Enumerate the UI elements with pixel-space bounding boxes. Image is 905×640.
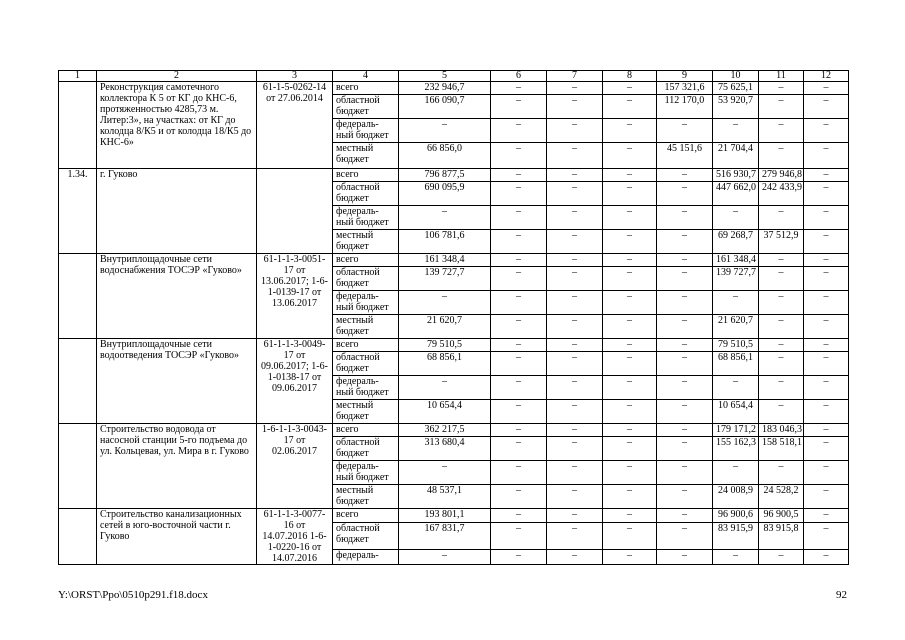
table-row bbox=[59, 339, 849, 352]
amount-cell: 796 877,5 bbox=[399, 169, 491, 182]
amount-cell: – bbox=[399, 206, 491, 230]
funding-source: федераль-ный бюджет bbox=[333, 291, 399, 315]
amount-cell: – bbox=[603, 169, 657, 182]
object-name: Строительство канализационных сетей в юго-восточной части г. Гуково bbox=[97, 509, 257, 565]
amount-cell: – bbox=[804, 339, 849, 352]
amount-cell: 155 162,3 bbox=[713, 437, 759, 461]
amount-cell: – bbox=[603, 339, 657, 352]
budget-table bbox=[58, 70, 849, 565]
amount-cell: 279 946,8 bbox=[759, 169, 804, 182]
amount-cell: – bbox=[547, 82, 603, 95]
amount-cell: – bbox=[804, 437, 849, 461]
amount-cell: 139 727,7 bbox=[399, 267, 491, 291]
amount-cell: 179 171,2 bbox=[713, 424, 759, 437]
amount-cell: – bbox=[657, 119, 713, 143]
amount-cell: – bbox=[804, 230, 849, 254]
amount-cell: 167 831,7 bbox=[399, 523, 491, 550]
funding-source: всего bbox=[333, 82, 399, 95]
amount-cell: 139 727,7 bbox=[713, 267, 759, 291]
amount-cell: 24 008,9 bbox=[713, 485, 759, 509]
amount-cell: 183 046,3 bbox=[759, 424, 804, 437]
funding-source: местный бюджет bbox=[333, 400, 399, 424]
amount-cell: – bbox=[713, 549, 759, 564]
amount-cell: – bbox=[491, 315, 547, 339]
amount-cell: 106 781,6 bbox=[399, 230, 491, 254]
column-number: 10 bbox=[713, 71, 759, 82]
funding-source: федераль-ный бюджет bbox=[333, 461, 399, 485]
amount-cell: 161 348,4 bbox=[713, 254, 759, 267]
amount-cell: 45 151,6 bbox=[657, 143, 713, 169]
amount-cell: 10 654,4 bbox=[713, 400, 759, 424]
amount-cell: 232 946,7 bbox=[399, 82, 491, 95]
amount-cell: – bbox=[603, 119, 657, 143]
amount-cell: – bbox=[804, 182, 849, 206]
amount-cell: – bbox=[547, 352, 603, 376]
funding-source: местный бюджет bbox=[333, 485, 399, 509]
object-name: Внутриплощадочные сети водоотведения ТОСЭР «Гуково» bbox=[97, 339, 257, 424]
amount-cell: – bbox=[547, 143, 603, 169]
amount-cell: – bbox=[657, 291, 713, 315]
amount-cell: – bbox=[603, 315, 657, 339]
amount-cell: – bbox=[547, 549, 603, 564]
amount-cell: – bbox=[491, 254, 547, 267]
amount-cell: – bbox=[657, 437, 713, 461]
amount-cell: – bbox=[491, 82, 547, 95]
amount-cell: – bbox=[547, 267, 603, 291]
funding-source: федераль-ный бюджет bbox=[333, 376, 399, 400]
amount-cell: – bbox=[547, 230, 603, 254]
amount-cell: – bbox=[804, 95, 849, 119]
amount-cell: 24 528,2 bbox=[759, 485, 804, 509]
amount-cell: – bbox=[491, 143, 547, 169]
amount-cell: – bbox=[759, 461, 804, 485]
amount-cell: – bbox=[759, 549, 804, 564]
amount-cell: – bbox=[547, 169, 603, 182]
amount-cell: – bbox=[804, 461, 849, 485]
amount-cell: – bbox=[491, 95, 547, 119]
object-name: Реконструкция самотечного коллектора К 5 от КГ до КНС-6, протяженностью 4285,73 м. Литер:3», на участках: от КГ до колодца 8/К5 и от колодца 18/К5 до КНС-6» bbox=[97, 82, 257, 169]
amount-cell: – bbox=[804, 143, 849, 169]
document-ref bbox=[257, 169, 333, 254]
amount-cell: – bbox=[759, 143, 804, 169]
amount-cell: – bbox=[603, 143, 657, 169]
amount-cell: – bbox=[491, 461, 547, 485]
amount-cell: – bbox=[399, 549, 491, 564]
amount-cell: 690 095,9 bbox=[399, 182, 491, 206]
amount-cell: – bbox=[399, 119, 491, 143]
amount-cell: – bbox=[804, 206, 849, 230]
amount-cell: – bbox=[603, 485, 657, 509]
amount-cell: – bbox=[759, 339, 804, 352]
amount-cell: – bbox=[547, 437, 603, 461]
column-number: 5 bbox=[399, 71, 491, 82]
amount-cell: – bbox=[547, 291, 603, 315]
amount-cell: – bbox=[657, 169, 713, 182]
amount-cell: – bbox=[804, 485, 849, 509]
amount-cell: – bbox=[547, 95, 603, 119]
amount-cell: – bbox=[547, 376, 603, 400]
amount-cell: 516 930,7 bbox=[713, 169, 759, 182]
amount-cell: 48 537,1 bbox=[399, 485, 491, 509]
amount-cell: 157 321,6 bbox=[657, 82, 713, 95]
amount-cell: – bbox=[657, 485, 713, 509]
amount-cell: 66 856,0 bbox=[399, 143, 491, 169]
amount-cell: – bbox=[804, 352, 849, 376]
funding-source: местный бюджет bbox=[333, 315, 399, 339]
funding-source: местный бюджет bbox=[333, 143, 399, 169]
column-number: 12 bbox=[804, 71, 849, 82]
amount-cell: – bbox=[657, 254, 713, 267]
amount-cell: – bbox=[491, 267, 547, 291]
amount-cell: – bbox=[657, 267, 713, 291]
amount-cell: – bbox=[657, 509, 713, 523]
amount-cell: – bbox=[657, 549, 713, 564]
amount-cell: 21 704,4 bbox=[713, 143, 759, 169]
amount-cell: – bbox=[759, 82, 804, 95]
amount-cell: 161 348,4 bbox=[399, 254, 491, 267]
amount-cell: 83 915,9 bbox=[713, 523, 759, 550]
funding-source: областной бюджет bbox=[333, 437, 399, 461]
footer-file-path: Y:\ORST\Ppo\0510p291.f18.docx bbox=[58, 589, 208, 601]
amount-cell: – bbox=[547, 461, 603, 485]
amount-cell: – bbox=[603, 206, 657, 230]
column-number: 1 bbox=[59, 71, 97, 82]
amount-cell: 21 620,7 bbox=[713, 315, 759, 339]
amount-cell: – bbox=[491, 509, 547, 523]
funding-source: всего bbox=[333, 254, 399, 267]
funding-source: федераль- bbox=[333, 549, 399, 564]
column-number: 3 bbox=[257, 71, 333, 82]
amount-cell: – bbox=[657, 523, 713, 550]
amount-cell: – bbox=[759, 267, 804, 291]
amount-cell: – bbox=[713, 376, 759, 400]
amount-cell: – bbox=[759, 315, 804, 339]
amount-cell: – bbox=[603, 254, 657, 267]
amount-cell: – bbox=[804, 400, 849, 424]
amount-cell: – bbox=[603, 352, 657, 376]
amount-cell: 68 856,1 bbox=[713, 352, 759, 376]
document-ref: 61-1-1-3-0077-16 от 14.07.2016 1-6-1-0220-16 от 14.07.2016 bbox=[257, 509, 333, 565]
amount-cell: – bbox=[804, 291, 849, 315]
amount-cell: – bbox=[603, 424, 657, 437]
amount-cell: – bbox=[804, 267, 849, 291]
amount-cell: 447 662,0 bbox=[713, 182, 759, 206]
amount-cell: – bbox=[804, 523, 849, 550]
amount-cell: – bbox=[657, 339, 713, 352]
amount-cell: 96 900,6 bbox=[713, 509, 759, 523]
amount-cell: 21 620,7 bbox=[399, 315, 491, 339]
amount-cell: – bbox=[603, 95, 657, 119]
amount-cell: – bbox=[491, 437, 547, 461]
amount-cell: – bbox=[804, 509, 849, 523]
amount-cell: 193 801,1 bbox=[399, 509, 491, 523]
amount-cell: – bbox=[491, 291, 547, 315]
amount-cell: – bbox=[491, 230, 547, 254]
amount-cell: – bbox=[804, 315, 849, 339]
funding-source: областной бюджет bbox=[333, 523, 399, 550]
amount-cell: – bbox=[491, 119, 547, 143]
amount-cell: – bbox=[657, 461, 713, 485]
amount-cell: 112 170,0 bbox=[657, 95, 713, 119]
amount-cell: 158 518,1 bbox=[759, 437, 804, 461]
document-ref: 1-6-1-1-3-0043-17 от 02.06.2017 bbox=[257, 424, 333, 509]
column-number: 4 bbox=[333, 71, 399, 82]
funding-source: областной бюджет bbox=[333, 352, 399, 376]
amount-cell: – bbox=[603, 376, 657, 400]
row-number bbox=[59, 82, 97, 169]
funding-source: местный бюджет bbox=[333, 230, 399, 254]
amount-cell: – bbox=[804, 424, 849, 437]
document-ref: 61-1-1-3-0051-17 от 13.06.2017; 1-6-1-0139-17 от 13.06.2017 bbox=[257, 254, 333, 339]
funding-source: всего bbox=[333, 424, 399, 437]
amount-cell: 313 680,4 bbox=[399, 437, 491, 461]
amount-cell: – bbox=[804, 82, 849, 95]
amount-cell: – bbox=[547, 206, 603, 230]
funding-source: всего bbox=[333, 509, 399, 523]
amount-cell: 10 654,4 bbox=[399, 400, 491, 424]
amount-cell: – bbox=[804, 549, 849, 564]
row-number: 1.34. bbox=[59, 169, 97, 254]
column-number: 7 bbox=[547, 71, 603, 82]
amount-cell: – bbox=[759, 95, 804, 119]
amount-cell: 79 510,5 bbox=[713, 339, 759, 352]
amount-cell: – bbox=[491, 376, 547, 400]
amount-cell: 83 915,8 bbox=[759, 523, 804, 550]
amount-cell: – bbox=[657, 182, 713, 206]
amount-cell: 53 920,7 bbox=[713, 95, 759, 119]
amount-cell: – bbox=[804, 169, 849, 182]
funding-source: областной бюджет bbox=[333, 267, 399, 291]
page-number: 92 bbox=[836, 589, 847, 601]
row-number bbox=[59, 424, 97, 509]
amount-cell: 37 512,9 bbox=[759, 230, 804, 254]
amount-cell: – bbox=[547, 339, 603, 352]
header-row bbox=[59, 71, 849, 82]
funding-source: областной бюджет bbox=[333, 95, 399, 119]
amount-cell: – bbox=[804, 376, 849, 400]
funding-source: всего bbox=[333, 169, 399, 182]
amount-cell: – bbox=[399, 291, 491, 315]
funding-source: областной бюджет bbox=[333, 182, 399, 206]
amount-cell: – bbox=[657, 206, 713, 230]
row-number bbox=[59, 509, 97, 565]
amount-cell: – bbox=[759, 206, 804, 230]
amount-cell: – bbox=[547, 509, 603, 523]
amount-cell: – bbox=[547, 315, 603, 339]
amount-cell: – bbox=[804, 254, 849, 267]
amount-cell: – bbox=[603, 461, 657, 485]
document-ref: 61-1-1-3-0049-17 от 09.06.2017; 1-6-1-0138-17 от 09.06.2017 bbox=[257, 339, 333, 424]
amount-cell: 75 625,1 bbox=[713, 82, 759, 95]
amount-cell: – bbox=[547, 182, 603, 206]
amount-cell: – bbox=[804, 119, 849, 143]
amount-cell: 166 090,7 bbox=[399, 95, 491, 119]
table-row bbox=[59, 509, 849, 523]
amount-cell: – bbox=[547, 119, 603, 143]
amount-cell: – bbox=[713, 119, 759, 143]
column-number: 9 bbox=[657, 71, 713, 82]
amount-cell: 96 900,5 bbox=[759, 509, 804, 523]
column-number: 11 bbox=[759, 71, 804, 82]
amount-cell: – bbox=[547, 485, 603, 509]
amount-cell: – bbox=[759, 291, 804, 315]
funding-source: федераль-ный бюджет bbox=[333, 206, 399, 230]
amount-cell: – bbox=[759, 376, 804, 400]
amount-cell: – bbox=[657, 352, 713, 376]
amount-cell: – bbox=[547, 254, 603, 267]
amount-cell: – bbox=[759, 352, 804, 376]
column-number: 8 bbox=[603, 71, 657, 82]
amount-cell: – bbox=[547, 523, 603, 550]
table-row bbox=[59, 424, 849, 437]
amount-cell: 242 433,9 bbox=[759, 182, 804, 206]
amount-cell: – bbox=[399, 461, 491, 485]
amount-cell: – bbox=[491, 169, 547, 182]
amount-cell: – bbox=[603, 267, 657, 291]
row-number bbox=[59, 339, 97, 424]
column-number: 2 bbox=[97, 71, 257, 82]
amount-cell: 79 510,5 bbox=[399, 339, 491, 352]
row-number bbox=[59, 254, 97, 339]
amount-cell: – bbox=[657, 424, 713, 437]
funding-source: федераль-ный бюджет bbox=[333, 119, 399, 143]
object-name: Строительство водовода от насосной станции 5-го подъема до ул. Кольцевая, ул. Мира в г. Гуково bbox=[97, 424, 257, 509]
amount-cell: – bbox=[657, 400, 713, 424]
amount-cell: – bbox=[657, 230, 713, 254]
object-name: Внутриплощадочные сети водоснабжения ТОСЭР «Гуково» bbox=[97, 254, 257, 339]
amount-cell: – bbox=[491, 206, 547, 230]
amount-cell: – bbox=[759, 254, 804, 267]
amount-cell: – bbox=[713, 206, 759, 230]
amount-cell: – bbox=[547, 400, 603, 424]
amount-cell: – bbox=[657, 315, 713, 339]
amount-cell: – bbox=[603, 549, 657, 564]
amount-cell: – bbox=[603, 230, 657, 254]
amount-cell: – bbox=[603, 437, 657, 461]
amount-cell: – bbox=[713, 291, 759, 315]
amount-cell: 69 268,7 bbox=[713, 230, 759, 254]
amount-cell: – bbox=[603, 400, 657, 424]
table-row bbox=[59, 82, 849, 95]
amount-cell: – bbox=[491, 400, 547, 424]
document-ref: 61-1-5-0262-14 от 27.06.2014 bbox=[257, 82, 333, 169]
amount-cell: – bbox=[491, 549, 547, 564]
amount-cell: 362 217,5 bbox=[399, 424, 491, 437]
amount-cell: – bbox=[603, 523, 657, 550]
amount-cell: 68 856,1 bbox=[399, 352, 491, 376]
amount-cell: – bbox=[713, 461, 759, 485]
funding-source: всего bbox=[333, 339, 399, 352]
amount-cell: – bbox=[491, 424, 547, 437]
amount-cell: – bbox=[491, 339, 547, 352]
amount-cell: – bbox=[603, 82, 657, 95]
table-header-row bbox=[59, 71, 849, 82]
amount-cell: – bbox=[603, 509, 657, 523]
amount-cell: – bbox=[491, 523, 547, 550]
table-row bbox=[59, 169, 849, 182]
column-number: 6 bbox=[491, 71, 547, 82]
amount-cell: – bbox=[491, 182, 547, 206]
amount-cell: – bbox=[399, 376, 491, 400]
amount-cell: – bbox=[491, 352, 547, 376]
amount-cell: – bbox=[759, 400, 804, 424]
amount-cell: – bbox=[491, 485, 547, 509]
amount-cell: – bbox=[603, 182, 657, 206]
amount-cell: – bbox=[547, 424, 603, 437]
table-row bbox=[59, 254, 849, 267]
object-name: г. Гуково bbox=[97, 169, 257, 254]
amount-cell: – bbox=[603, 291, 657, 315]
amount-cell: – bbox=[657, 376, 713, 400]
amount-cell: – bbox=[759, 119, 804, 143]
